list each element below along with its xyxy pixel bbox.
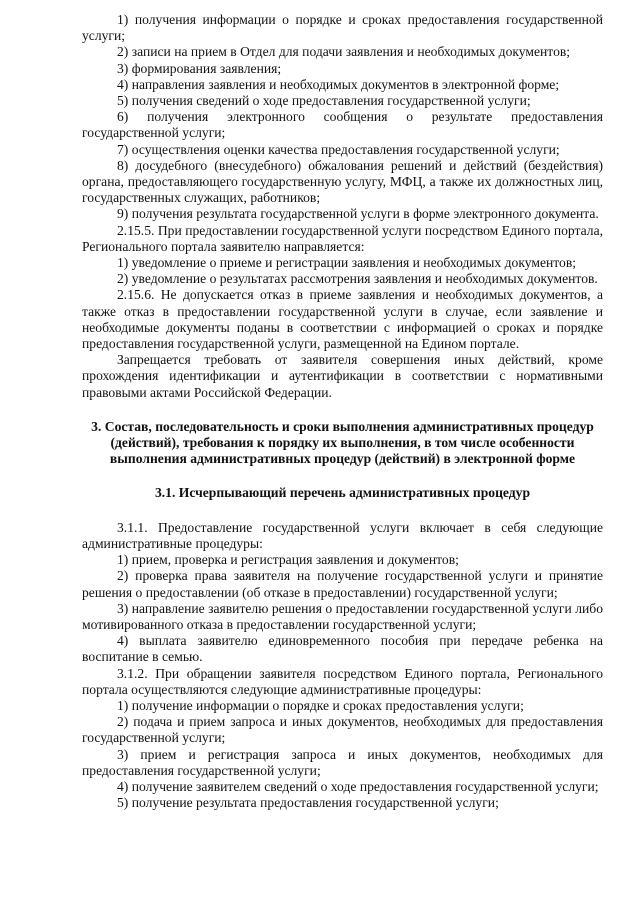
paragraph: Запрещается требовать от заявителя совершения иных действий, кроме прохождения идентификации и аутентификации в соответствии с нормативными правовыми актами Российской Федерации. xyxy=(82,352,603,400)
list-item: 4) выплата заявителю единовременного пособия при передаче ребенка на воспитание в семью. xyxy=(82,633,603,665)
list-item: 4) получение заявителем сведений о ходе предоставления государственной услуги; xyxy=(117,778,599,794)
section-heading: 3. Состав, последовательность и сроки выполнения административных процедур (действий), требования к порядку их выполнения, в том числе особенности выполнения административных процедур (действий) в электронной форме xyxy=(91,418,594,467)
document-page xyxy=(82,12,603,811)
spacer xyxy=(82,502,603,520)
list-item: 3) направление заявителю решения о предоставлении государственной услуги либо мотивированного отказа в предоставлении государственной услуги; xyxy=(82,600,603,632)
spacer xyxy=(82,401,603,419)
paragraph: 2.15.6. Не допускается отказ в приеме заявления и необходимых документов, а также отказ в предоставлении государственной услуги в случае, если заявление и необходимые документы поданы в соответствии с информацией о сроках и порядке предоставления государственной услуги, размещенной на Едином портале. xyxy=(82,287,603,352)
paragraph: 3.1.1. Предоставление государственной услуги включает в себя следующие административные процедуры: xyxy=(82,519,603,551)
paragraph: 3.1.2. При обращении заявителя посредством Единого портала, Регионального портала осуществляются следующие административные процедуры: xyxy=(82,665,603,697)
spacer xyxy=(82,467,603,485)
subsection-heading: 3.1. Исчерпывающий перечень административных процедур xyxy=(154,485,531,501)
list-item: 1) получение информации о порядке и сроках предоставления услуги; xyxy=(117,697,524,713)
paragraph: 2.15.5. При предоставлении государственной услуги посредством Единого портала, Регионального портала заявителю направляется: xyxy=(82,222,603,254)
list-item: 2) уведомление о результатах рассмотрения заявления и необходимых документов. xyxy=(117,271,598,287)
list-item: 7) осуществления оценки качества предоставления государственной услуги; xyxy=(117,141,560,157)
list-item: 5) получения сведений о ходе предоставления государственной услуги; xyxy=(117,93,531,109)
list-item: 2) записи на прием в Отдел для подачи заявления и необходимых документов; xyxy=(117,44,571,60)
list-item: 1) получения информации о порядке и сроках предоставления государственной услуги; xyxy=(82,12,603,44)
list-item: 8) досудебного (внесудебного) обжалования решений и действий (бездействия) органа, предоставляющего государственную услугу, МФЦ, а также их должностных лиц, государственных служащих, работников; xyxy=(82,157,603,206)
list-item: 1) уведомление о приеме и регистрации заявления и необходимых документов; xyxy=(117,255,577,271)
list-item: 1) прием, проверка и регистрация заявления и документов; xyxy=(117,552,459,568)
list-item: 5) получение результата предоставления государственной услуги; xyxy=(117,795,499,811)
list-item: 9) получения результата государственной услуги в форме электронного документа. xyxy=(117,206,599,222)
list-item: 2) проверка права заявителя на получение государственной услуги и принятие решения о предоставлении (об отказе в предоставлении) государственной услуги; xyxy=(82,568,603,600)
list-item: 3) прием и регистрация запроса и иных документов, необходимых для предоставления государственной услуги; xyxy=(82,746,603,778)
list-item: 6) получения электронного сообщения о результате предоставления государственной услуги; xyxy=(82,109,603,141)
list-item: 3) формирования заявления; xyxy=(117,60,282,76)
list-item: 4) направления заявления и необходимых документов в электронной форме; xyxy=(117,76,560,92)
list-item: 2) подача и прием запроса и иных документов, необходимых для предоставления государственной услуги; xyxy=(82,714,603,746)
